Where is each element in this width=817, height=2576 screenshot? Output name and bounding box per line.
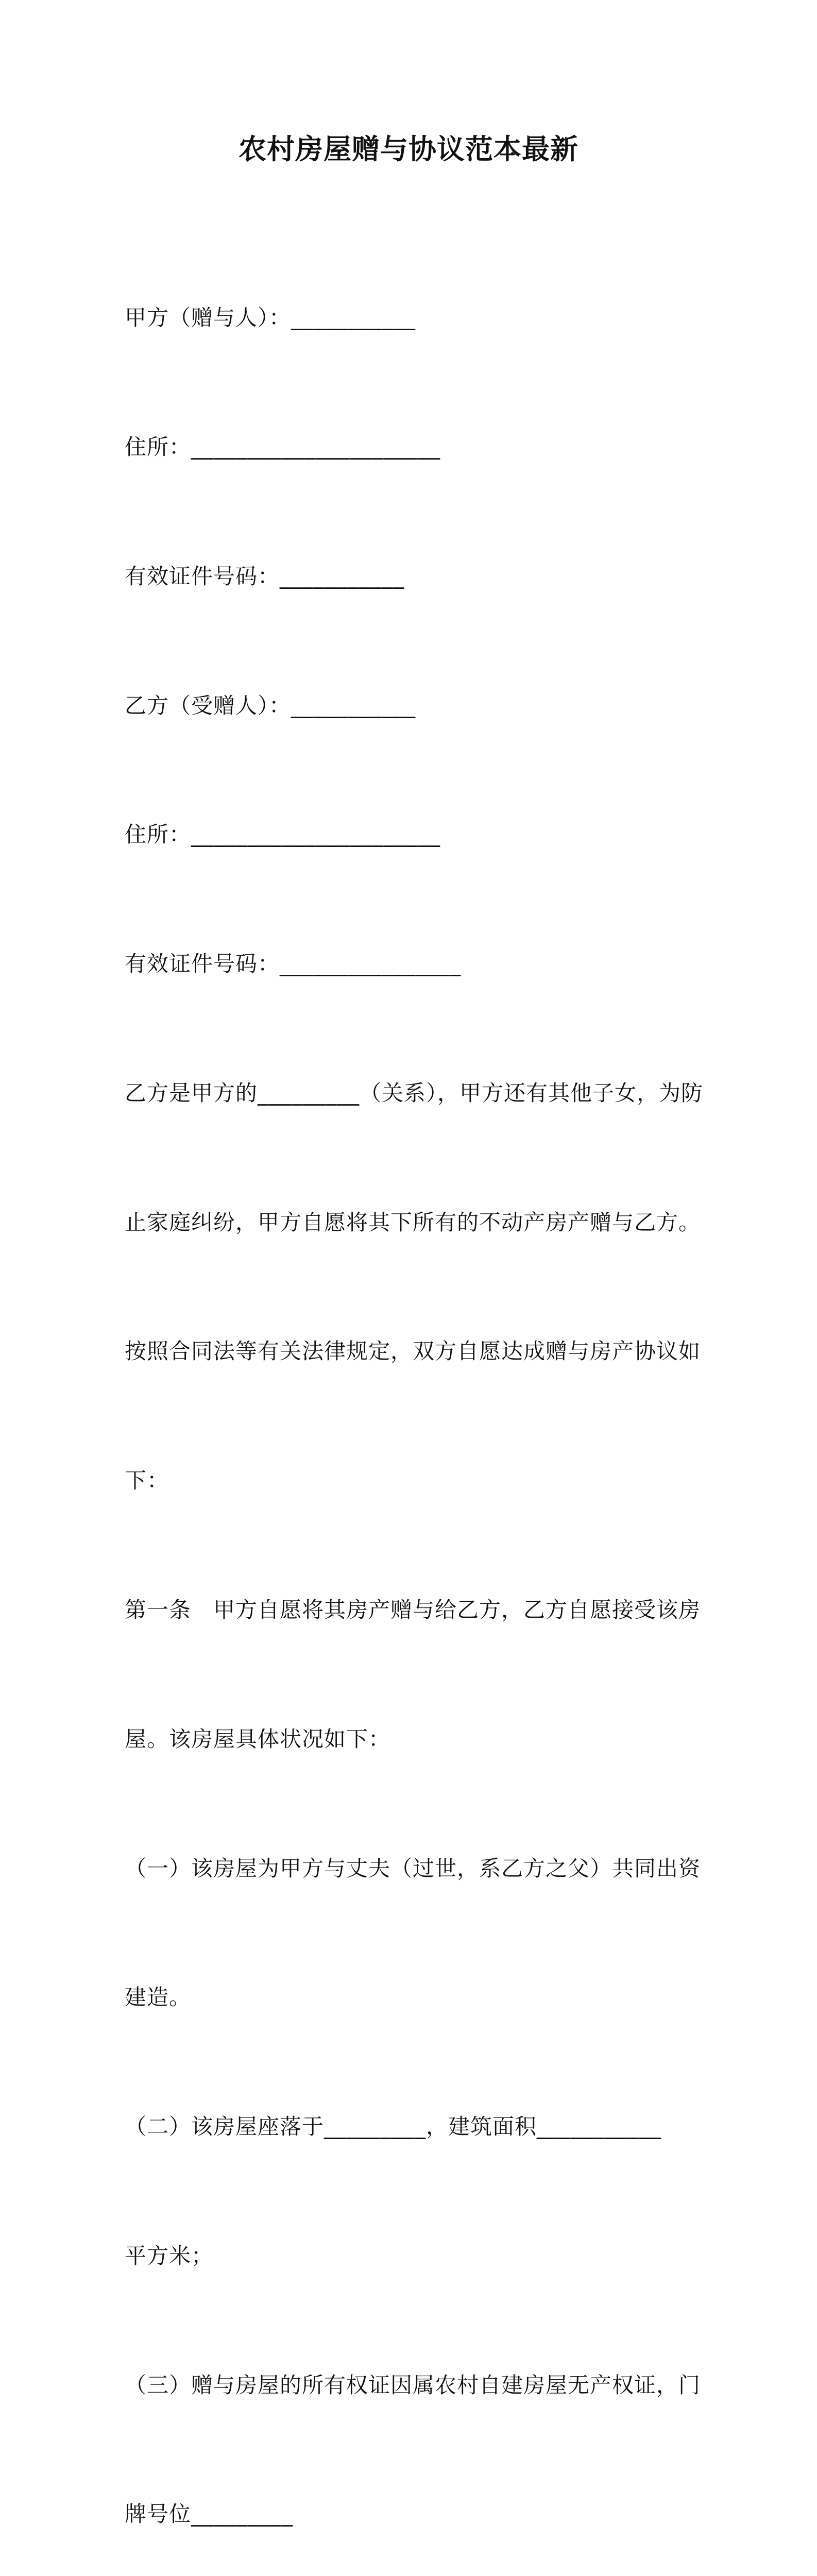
document-body <box>125 210 704 2576</box>
party-a-id-line: 有效证件号码：___________ <box>125 563 405 589</box>
preamble-line: 乙方是甲方的_________（关系），甲方还有其他子女，为防 <box>125 1080 704 1106</box>
clause-three-line: （三）赠与房屋的所有权证因属农村自建房屋无产权证，门 <box>125 2372 701 2398</box>
document-title: 农村房屋赠与协议范本最新 <box>239 133 578 165</box>
clause-two-line: 平方米； <box>125 2243 214 2268</box>
preamble-line: 下： <box>125 1468 169 1494</box>
party-b-id-line: 有效证件号码：________________ <box>125 951 462 977</box>
party-a-line: 甲方（赠与人）：___________ <box>125 305 416 331</box>
clause-three-line: 牌号位_________ <box>125 2501 294 2527</box>
article-one-line: 屋。该房屋具体状况如下： <box>125 1726 391 1752</box>
clause-one-line: （一）该房屋为甲方与丈夫（过世，系乙方之父）共同出资 <box>125 1855 701 1881</box>
party-b-line: 乙方（受赠人）：___________ <box>125 692 416 718</box>
article-one-line: 第一条 甲方自愿将其房产赠与给乙方，乙方自愿接受该房 <box>125 1597 701 1622</box>
party-b-address-line: 住所：______________________ <box>125 822 441 848</box>
preamble-line: 按照合同法等有关法律规定，双方自愿达成赠与房产协议如 <box>125 1338 701 1364</box>
party-a-address-line: 住所：______________________ <box>125 434 441 460</box>
clause-two-line: （二）该房屋座落于_________，建筑面积___________ <box>125 2114 662 2140</box>
clause-one-line: 建造。 <box>125 1985 192 2010</box>
preamble-line: 止家庭纠纷，甲方自愿将其下所有的不动产房产赠与乙方。 <box>125 1209 701 1235</box>
